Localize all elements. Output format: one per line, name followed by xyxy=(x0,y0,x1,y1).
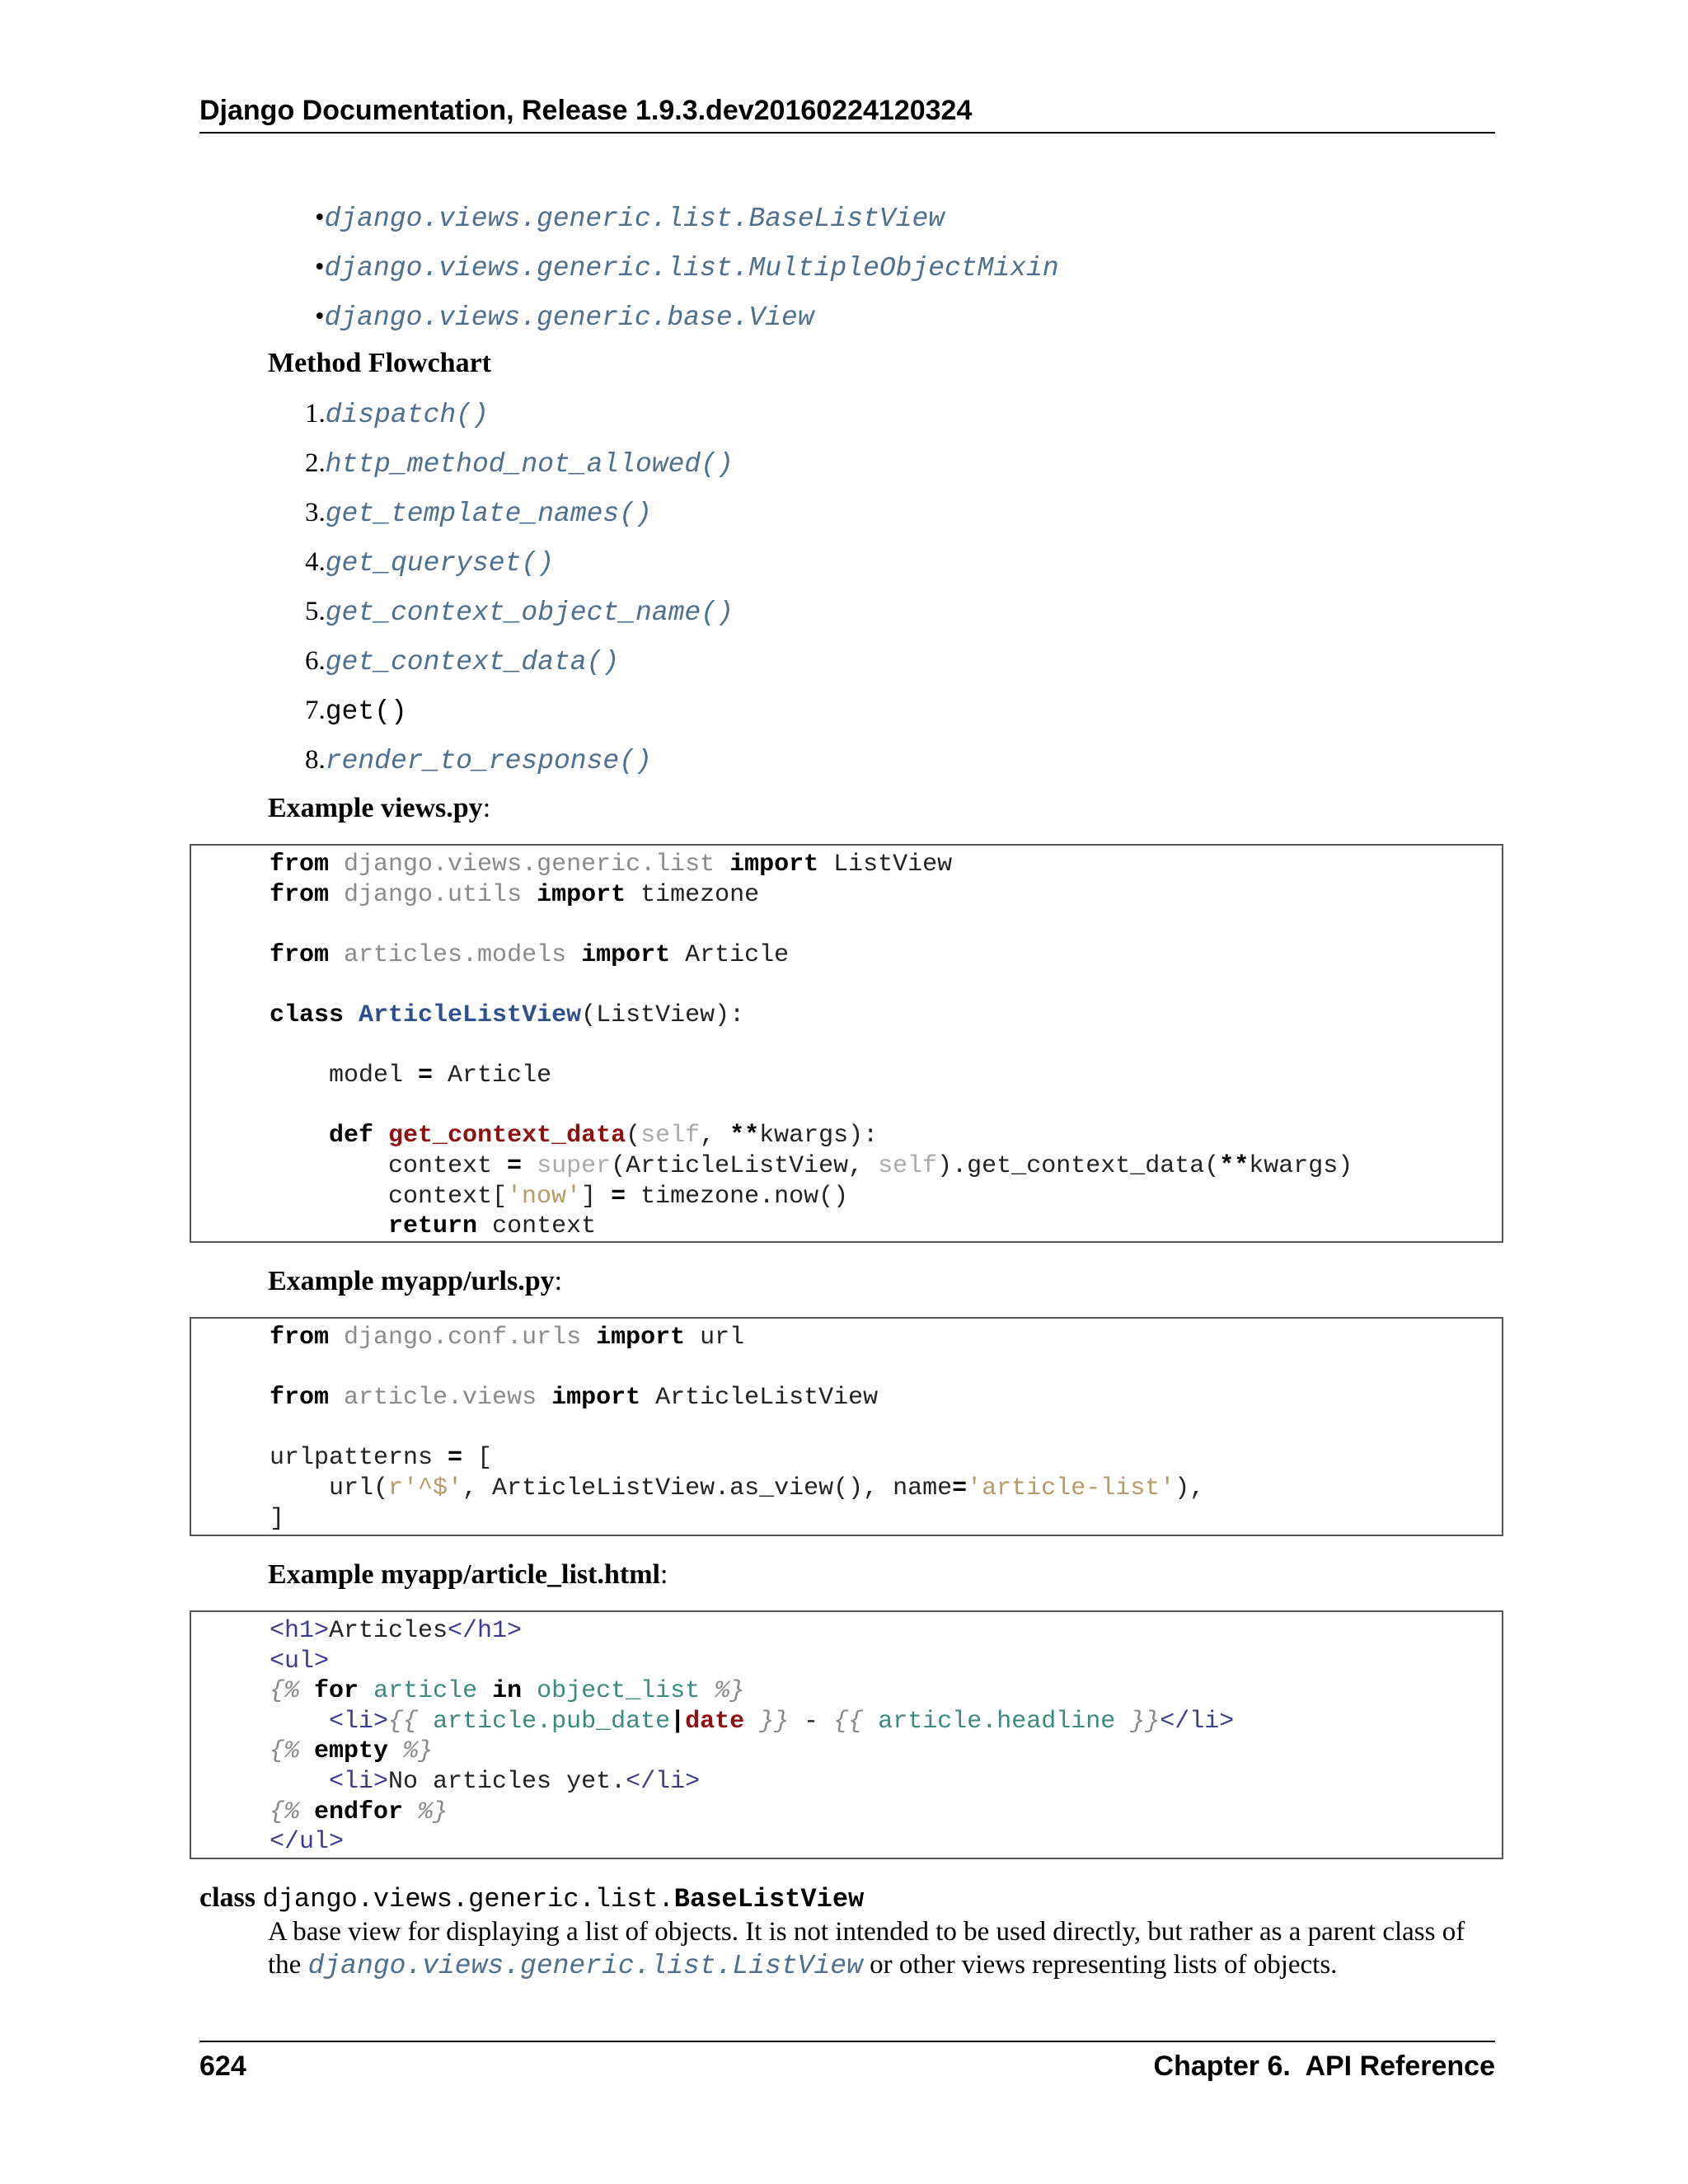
flowchart-num: 7. xyxy=(305,696,326,725)
code-views: from django.views.generic.list import ListView from django.utils import timezone from articles.models import Article class ArticleListView(ListView): model = Article def get_context_data(self, **kwargs): context = super(ArticleListView, self).get_context_data(**kwargs) context['now'] = timezone.now() return context xyxy=(270,851,1353,1241)
class-keyword: class xyxy=(199,1882,256,1913)
class-signature xyxy=(199,1882,864,1915)
class-module: django.views.generic.list. xyxy=(262,1884,674,1915)
flowchart-num: 8. xyxy=(305,745,326,775)
flowchart-item[interactable] xyxy=(305,447,734,481)
flowchart-text: get() xyxy=(325,696,407,727)
flowchart-link[interactable]: render_to_response() xyxy=(325,746,652,776)
class-description-line2 xyxy=(268,1948,1337,1983)
class-description-line1: A base view for displaying a list of objects. It is not intended to be used directly, but rather as a parent class of xyxy=(268,1917,1465,1947)
code-template: <h1>Articles</h1> <ul> {% for article in object_list %} <li>{{ article.pub_date|date }} - {{ article.headline }}</li> {% empty %} <li>No articles yet.</li> {% endfor %} </ul> xyxy=(270,1617,1235,1857)
flowchart-link[interactable]: get_context_data() xyxy=(325,647,620,677)
page-number: 624 xyxy=(199,2050,246,2082)
class-name: BaseListView xyxy=(673,1884,865,1915)
heading-colon: : xyxy=(482,793,491,823)
flowchart-item[interactable] xyxy=(305,496,652,531)
flowchart-num: 5. xyxy=(305,597,326,626)
flowchart-link[interactable]: get_template_names() xyxy=(325,499,652,529)
code-block-template xyxy=(190,1610,1503,1859)
desc-rest: or other views representing lists of objects. xyxy=(870,1950,1338,1980)
flowchart-num: 3. xyxy=(305,498,326,527)
heading-colon: : xyxy=(659,1559,668,1590)
ancestor-link[interactable]: django.views.generic.base.View xyxy=(324,302,814,333)
flowchart-item[interactable] xyxy=(305,743,652,778)
code-block-views xyxy=(190,844,1503,1243)
listview-link[interactable]: django.views.generic.list.ListView xyxy=(307,1951,863,1981)
flowchart-item[interactable] xyxy=(305,397,489,432)
page-header xyxy=(199,89,1495,134)
code-urls: from django.conf.urls import url from article.views import ArticleListView urlpatterns = [ url(r'^$', ArticleListView.as_view(), name='article-list'), ] xyxy=(270,1324,1205,1533)
example-views-heading-text: Example views.py xyxy=(268,793,483,823)
ancestor-item[interactable]: •django.views.generic.list.BaseListView xyxy=(315,203,945,234)
example-template-heading xyxy=(268,1559,668,1591)
flowchart-num: 6. xyxy=(305,646,326,676)
page-footer xyxy=(199,2041,1495,2082)
example-views-heading xyxy=(268,793,490,824)
example-template-heading-text: Example myapp/article_list.html xyxy=(268,1559,660,1590)
desc-the: the xyxy=(268,1950,302,1980)
flowchart-item[interactable] xyxy=(305,546,554,580)
flowchart-heading: Method Flowchart xyxy=(268,348,492,378)
page-header-title: Django Documentation, Release 1.9.3.dev20160224120324 xyxy=(199,95,973,126)
ancestor-link[interactable]: django.views.generic.list.BaseListView xyxy=(324,204,945,234)
chapter-title: Chapter 6. API Reference xyxy=(1153,2050,1495,2082)
flowchart-item[interactable] xyxy=(305,644,619,679)
flowchart-num: 1. xyxy=(305,399,326,429)
flowchart-num: 4. xyxy=(305,547,326,577)
flowchart-link[interactable]: http_method_not_allowed() xyxy=(325,449,734,480)
example-urls-heading-text: Example myapp/urls.py xyxy=(268,1266,555,1296)
heading-colon: : xyxy=(554,1266,563,1296)
ancestor-item[interactable]: •django.views.generic.base.View xyxy=(315,302,814,333)
ancestor-item[interactable]: •django.views.generic.list.MultipleObjectMixin xyxy=(315,252,1059,284)
flowchart-link[interactable]: get_queryset() xyxy=(325,548,554,579)
flowchart-item[interactable] xyxy=(305,595,734,630)
example-urls-heading xyxy=(268,1266,562,1297)
code-block-urls xyxy=(190,1317,1503,1536)
flowchart-link[interactable]: get_context_object_name() xyxy=(325,598,734,628)
flowchart-num: 2. xyxy=(305,448,326,478)
ancestor-link[interactable]: django.views.generic.list.MultipleObjectMixin xyxy=(324,253,1059,284)
flowchart-item xyxy=(305,694,407,729)
flowchart-link[interactable]: dispatch() xyxy=(325,400,489,430)
